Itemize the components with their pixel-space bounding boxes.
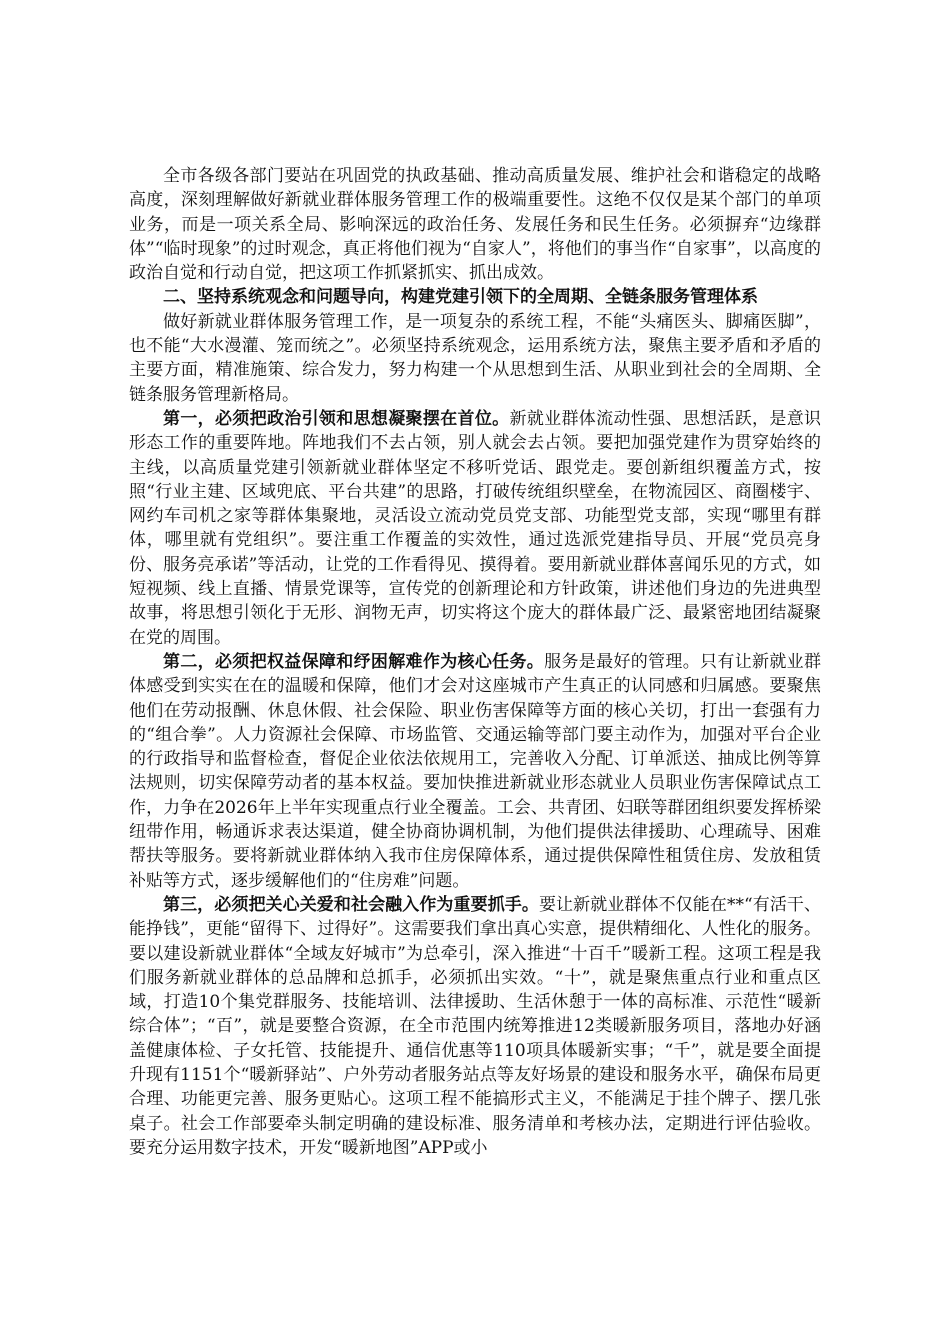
paragraph-text: 服务是最好的管理。只有让新就业群体感受到实实在在的温暖和保障，他们才会对这座城市产生真正的认同感和归属感。要聚焦他们在劳动报酬、休息休假、社会保险、职业伤害保障等方面的核心关切，打出一套强有力的“组合拳”。人力资源社会保障、市场监管、交通运输等部门要主动作为，加强对平台企业的行政指导和监督检查，督促企业依法依规用工，完善收入分配、订单派送、抽成比例等算法规则，切实保障劳动者的基本权益。要加快推进新就业形态就业人员职业伤害保障试点工作，力争在2026年上半年实现重点行业全覆盖。工会、共青团、妇联等群团组织要发挥桥梁纽带作用，畅通诉求表达渠道，健全协商协调机制，为他们提供法律援助、心理疏导、困难帮扶等服务。要将新就业群体纳入我市住房保障体系，通过提供保障性租赁住房、发放租赁补贴等方式，逐步缓解他们的“住房难”问题。 — [129, 651, 822, 891]
paragraph-system — [129, 310, 821, 407]
paragraph-lead: 第三，必须把关心关爱和社会融入作为重要抓手。 — [163, 894, 539, 915]
paragraph-lead: 第一，必须把政治引领和思想凝聚摆在首位。 — [163, 408, 510, 429]
paragraph-third — [129, 893, 821, 1160]
paragraph-text: 新就业群体流动性强、思想活跃，是意识形态工作的重要阵地。阵地我们不去占领，别人就会去占领。要把加强党建作为贯穿始终的主线，以高质量党建引领新就业群体坚定不移听党话、跟党走。要创新组织覆盖方式，按照“行业主建、区域兜底、平台共建”的思路，打破传统组织壁垒，在物流园区、商圈楼宇、网约车司机之家等群体集聚地，灵活设立流动党员党支部、功能型党支部，实现“哪里有群体，哪里就有党组织”。要注重工作覆盖的实效性，通过选派党建指导员、开展“党员亮身份、服务亮承诺”等活动，让党的工作看得见、摸得着。要用新就业群体喜闻乐见的方式，如短视频、线上直播、情景党课等，宣传党的创新理论和方针政策，讲述他们身边的先进典型故事，将思想引领化于无形、润物无声，切实将这个庞大的群体最广泛、最紧密地团结凝聚在党的周围。 — [129, 408, 822, 648]
section-heading: 二、坚持系统观念和问题导向，构建党建引领下的全周期、全链条服务管理体系 — [163, 287, 758, 308]
paragraph-text: 全市各级各部门要站在巩固党的执政基础、推动高质量发展、维护社会和谐稳定的战略高度，深刻理解做好新就业群体服务管理工作的极端重要性。这绝不仅仅是某个部门的单项业务，而是一项关系全局、影响深远的政治任务、发展任务和民生任务。必须摒弃“边缘群体”“临时现象”的过时观念，真正将他们视为“自家人”，将他们的事当作“自家事”，以高度的政治自觉和行动自觉，把这项工作抓紧抓实、抓出成效。 — [129, 166, 821, 284]
paragraph-intro — [129, 164, 821, 285]
paragraph-second — [129, 650, 821, 893]
paragraph-text: 做好新就业群体服务管理工作，是一项复杂的系统工程，不能“头痛医头、脚痛医脚”，也不能“大水漫灌、笼而统之”。必须坚持系统观念，运用系统方法，聚焦主要矛盾和矛盾的主要方面，精准施策、综合发力，努力构建一个从思想到生活、从职业到社会的全周期、全链条服务管理新格局。 — [129, 311, 821, 405]
document-body — [129, 164, 821, 1160]
paragraph-lead: 第二，必须把权益保障和纾困解难作为核心任务。 — [163, 651, 545, 672]
paragraph-text: 要让新就业群体不仅能在**“有活干、能挣钱”，更能“留得下、过得好”。这需要我们拿出真心实意，提供精细化、人性化的服务。要以建设新就业群体“全域友好城市”为总牵引，深入推进“十百千”暖新工程。这项工程是我们服务新就业群体的总品牌和总抓手，必须抓出实效。“十”，就是聚焦重点行业和重点区域，打造10个集党群服务、技能培训、法律援助、生活休憩于一体的高标准、示范性“暖新综合体”；“百”，就是要整合资源，在全市范围内统筹推进12类暖新服务项目，落地办好涵盖健康体检、子女托管、技能提升、通信优惠等110项具体暖新实事；“千”，就是要全面提升现有1151个“暖新驿站”、户外劳动者服务站点等友好场景的建设和服务水平，确保布局更合理、功能更完善、服务更贴心。这项工程不能搞形式主义，不能满足于挂个牌子、摆几张桌子。社会工作部要牵头制定明确的建设标准、服务清单和考核办法，定期进行评估验收。要充分运用数字技术，开发“暖新地图”APP或小 — [129, 894, 821, 1158]
paragraph-first — [129, 407, 821, 650]
